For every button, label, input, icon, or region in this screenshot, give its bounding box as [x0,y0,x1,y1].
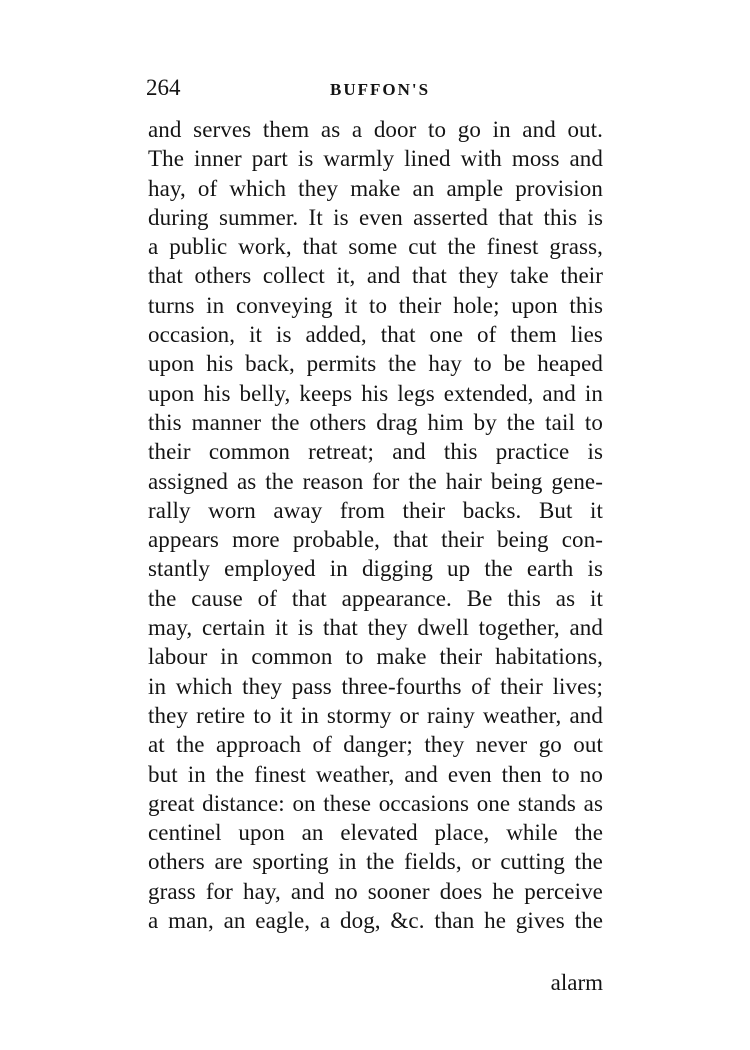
text-line: turns in conveying it to their hole; upon this [148,292,603,318]
text-line: a public work, that some cut the finest grass, [148,234,603,260]
text-line: upon his belly, keeps his legs extended, and in [148,380,603,406]
body-text [148,115,603,935]
text-line: but in the finest weather, and even then to no [148,761,603,787]
text-line: the cause of that appearance. Be this as it [148,585,603,611]
catchword-area [148,968,603,997]
text-line: stantly employed in digging up the earth is [148,556,603,582]
text-line: The inner part is warmly lined with moss and [148,146,603,172]
text-line: great distance: on these occasions one stands as [148,790,603,816]
text-line: upon his back, permits the hay to be heaped [148,351,603,377]
text-line: occasion, it is added, that one of them lies [148,322,603,348]
text-line: at the approach of danger; they never go out [148,732,603,758]
text-line: that others collect it, and that they take their [148,263,603,289]
text-line: grass for hay, and no sooner does he perceive [148,878,603,904]
page-number: 264 [146,75,181,100]
text-line: their common retreat; and this practice is [148,439,603,465]
text-line: may, certain it is that they dwell together, and [148,615,603,641]
text-line: hay, of which they make an ample provision [148,175,603,201]
text-line: in which they pass three-fourths of their lives; [148,673,603,699]
text-line: appears more probable, that their being con- [148,527,603,553]
text-line: centinel upon an elevated place, while the [148,820,603,846]
text-line: labour in common to make their habitations, [148,644,603,670]
text-line: assigned as the reason for the hair being gene- [148,468,603,494]
text-line: they retire to it in stormy or rainy weather, and [148,702,603,728]
text-line: and serves them as a door to go in and out. [148,117,603,142]
text-line: rally worn away from their backs. But it [148,497,603,523]
catchword: alarm [550,970,603,995]
text-line: a man, an eagle, a dog, &c. than he gives the [148,908,603,934]
text-line: others are sporting in the fields, or cutting the [148,849,603,875]
running-head: BUFFON'S [330,80,431,99]
text-line: during summer. It is even asserted that this is [148,204,603,230]
text-line: this manner the others drag him by the tail to [148,409,603,435]
